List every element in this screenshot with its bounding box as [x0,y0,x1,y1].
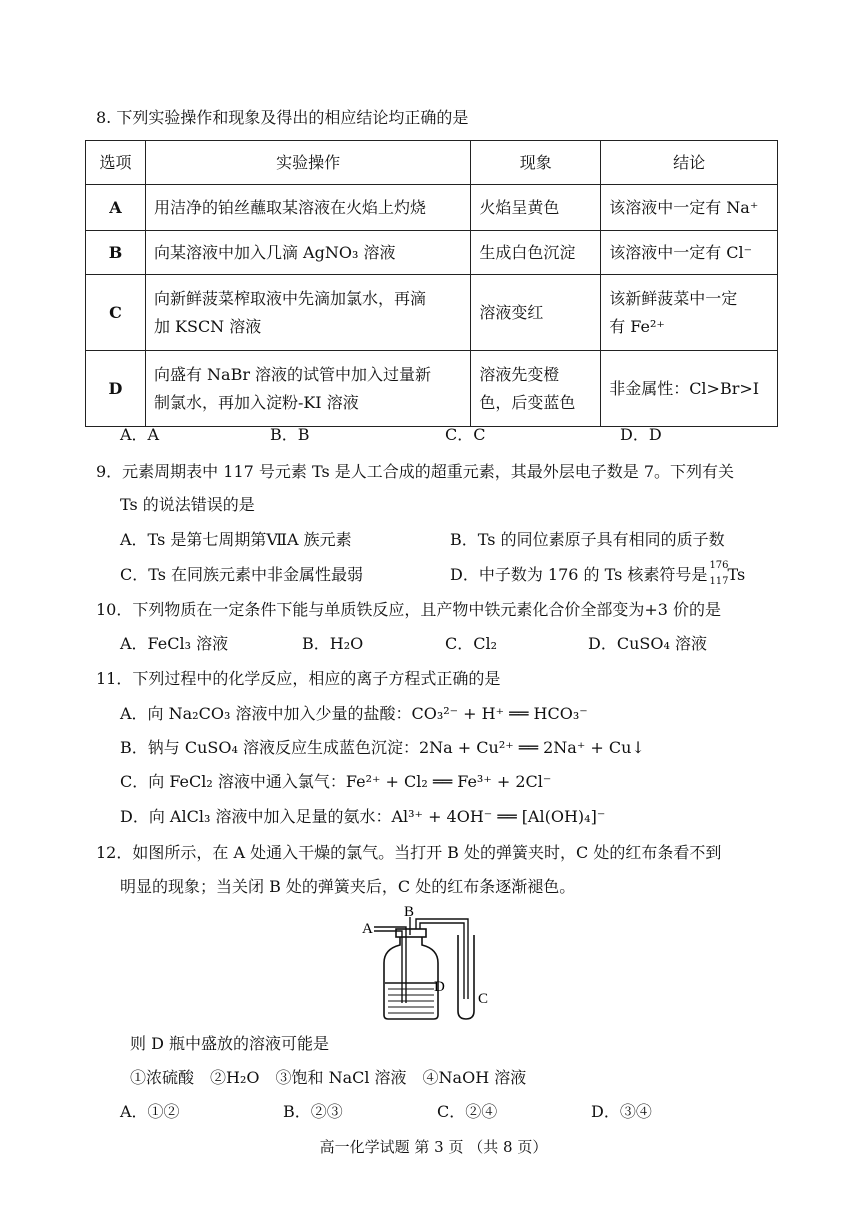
q9-stem-line2: Ts 的说法错误的是 [120,495,255,514]
row-operation [145,351,470,427]
q10-stem: 10．下列物质在一定条件下能与单质铁反应，且产物中铁元素化合价全部变为+3 价的是 [96,600,722,619]
atomic-number: 117 [709,576,729,587]
q12-option-b: B．②③ [283,1102,343,1121]
q12-stem-line1: 12．如图所示，在 A 处通入干燥的氯气。当打开 B 处的弹簧夹时，C 处的红布条看不到 [96,843,722,862]
q11-option-d: D．向 AlCl₃ 溶液中加入足量的氨水：Al³⁺ + 4OH⁻ ══ [Al(OH)₄]⁻ [120,807,606,826]
q12-option-d: D．③④ [591,1102,652,1121]
q8-stem: 8. 下列实验操作和现象及得出的相应结论均正确的是 [96,108,469,127]
row-option: C [86,275,146,351]
nuclide-symbol: Ts [727,565,746,584]
q10-option-c: C．Cl₂ [445,634,498,653]
q8-choice-b: B．B [270,425,310,444]
row-conclusion-line: 有 Fe²⁺ [609,316,665,336]
row-conclusion: 该溶液中一定有 Na⁺ [601,185,778,231]
label-d: D [434,979,445,995]
q9-option-a: A．Ts 是第七周期第ⅦA 族元素 [120,530,352,549]
q8-choice-a: A．A [120,425,160,444]
q12-stem-line2: 明显的现象；当关闭 B 处的弹簧夹后，C 处的红布条逐渐褪色。 [120,877,576,896]
q11-option-b: B．钠与 CuSO₄ 溶液反应生成蓝色沉淀：2Na + Cu²⁺ ══ 2Na⁺ + Cu↓ [120,738,645,757]
q8-choice-d: D．D [620,425,662,444]
header-operation: 实验操作 [145,141,470,185]
table-row [86,231,778,275]
q10-option-d: D．CuSO₄ 溶液 [588,634,707,653]
header-option: 选项 [86,141,146,185]
label-c: C [478,991,489,1007]
q9-option-d-text: D．中子数为 176 的 Ts 核素符号是 [450,565,708,584]
row-operation: 向某溶液中加入几滴 AgNO₃ 溶液 [145,231,470,275]
nuclide-numbers [707,560,729,587]
row-operation-line: 向新鲜菠菜榨取液中先滴加氯水，再滴 [153,288,426,308]
q12-option-c: C．②④ [437,1102,498,1121]
row-operation: 用洁净的铂丝蘸取某溶液在火焰上灼烧 [145,185,470,231]
row-conclusion: 非金属性：Cl>Br>I [601,351,778,427]
q11-stem: 11．下列过程中的化学反应，相应的离子方程式正确的是 [96,669,501,688]
row-operation [145,275,470,351]
row-phenomenon: 生成白色沉淀 [471,231,601,275]
q9-stem-line1: 9．元素周期表中 117 号元素 Ts 是人工合成的超重元素，其最外层电子数是 7。下列有关 [96,462,735,481]
q9-option-d [450,560,746,587]
row-conclusion: 该溶液中一定有 Cl⁻ [601,231,778,275]
label-a: A [362,921,373,937]
q12-sub-question: 则 D 瓶中盛放的溶液可能是 [130,1034,330,1053]
q8-choice-c: C．C [445,425,486,444]
row-conclusion-line: 该新鲜菠菜中一定 [609,288,738,308]
row-option: B [86,231,146,275]
row-conclusion [601,275,778,351]
header-phenomenon: 现象 [471,141,601,185]
row-phenomenon [471,351,601,427]
row-operation-line: 加 KSCN 溶液 [153,316,262,336]
q11-option-a: A．向 Na₂CO₃ 溶液中加入少量的盐酸：CO₃²⁻ + H⁺ ══ HCO₃⁻ [120,704,588,723]
row-operation-line: 制氯水，再加入淀粉-KI 溶液 [153,392,359,412]
label-b: B [404,905,415,920]
liquid-hatching [388,989,434,1013]
test-tube-c [458,935,474,1019]
row-phenomenon: 火焰呈黄色 [471,185,601,231]
q9-option-b: B．Ts 的同位素原子具有相同的质子数 [450,530,725,549]
apparatus-diagram [360,905,520,1025]
q9-option-c: C．Ts 在同族元素中非金属性最弱 [120,565,364,584]
row-phenomenon: 溶液变红 [471,275,601,351]
q12-option-a: A．①② [120,1102,180,1121]
table-row [86,185,778,231]
row-phenomenon-line: 溶液先变橙 [479,364,560,384]
table-row [86,351,778,427]
row-phenomenon-line: 色，后变蓝色 [479,392,576,412]
mass-number: 176 [709,560,729,571]
q12-items: ①浓硫酸 ②H₂O ③饱和 NaCl 溶液 ④NaOH 溶液 [130,1068,527,1087]
stopper [396,929,426,937]
q10-option-b: B．H₂O [302,634,364,653]
q11-option-c: C．向 FeCl₂ 溶液中通入氯气：Fe²⁺ + Cl₂ ══ Fe³⁺ + 2Cl⁻ [120,772,552,791]
table-row [86,275,778,351]
header-conclusion: 结论 [601,141,778,185]
row-operation-line: 向盛有 NaBr 溶液的试管中加入过量新 [153,364,432,384]
page-footer: 高一化学试题 第 3 页 （共 8 页） [319,1138,548,1156]
table-header-row [86,141,778,185]
row-option: D [86,351,146,427]
bottle-d [384,935,438,1019]
row-option: A [86,185,146,231]
inlet-tube [374,927,406,1003]
q10-option-a: A．FeCl₃ 溶液 [120,634,229,653]
experiment-table [85,140,778,427]
